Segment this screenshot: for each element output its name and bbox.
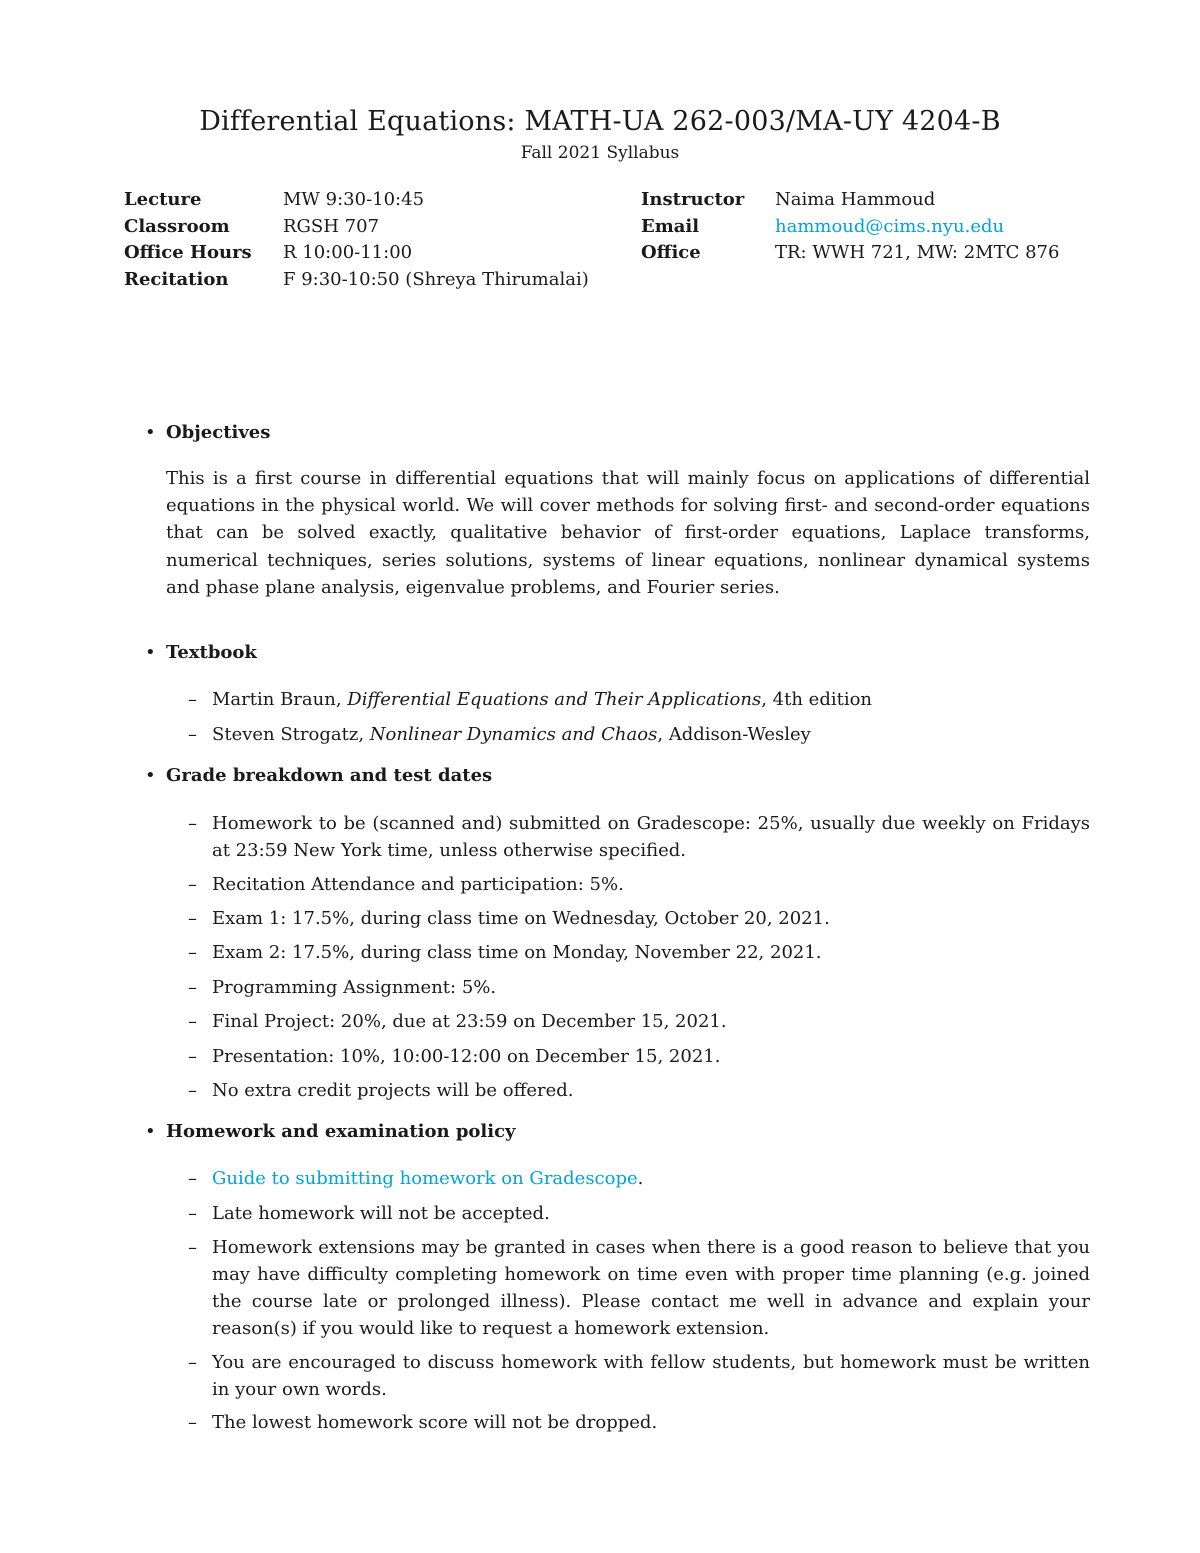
classroom-value: RGSH 707 <box>283 215 380 237</box>
dash-icon: – <box>188 1352 197 1373</box>
dash-icon: – <box>188 1080 197 1101</box>
objectives-paragraph: This is a first course in differential equations that will mainly focus on applications of differential equations in the physical world. We will cover methods for solving first- and second-order equations that can be solved exactly, qualitative behavior of first-order equations, Laplace transforms, numerical techniques, series solutions, systems of linear equations, nonlinear dynamical systems and phase plane analysis, eigenvalue problems, and Fourier series. <box>166 468 1090 598</box>
dash-icon: – <box>188 908 197 929</box>
dash-icon: – <box>188 1168 197 1189</box>
instructor-label: Instructor <box>641 189 745 210</box>
grade-item <box>188 871 1090 898</box>
grade-item <box>188 1008 1090 1035</box>
course-info-right <box>641 187 1059 267</box>
bullet-icon: • <box>145 422 156 443</box>
email-row <box>641 214 1059 241</box>
grade-item-text: Homework to be (scanned and) submitted on Gradescope: 25%, usually due weekly on Fridays at 23:59 New York time, unless otherwise specified. <box>212 813 1090 861</box>
policy-item <box>188 1234 1090 1342</box>
bullet-icon: • <box>145 765 156 786</box>
instructor-value: Naima Hammoud <box>775 189 936 210</box>
policy-item-text: You are encouraged to discuss homework with fellow students, but homework must be written in your own words. <box>212 1352 1090 1400</box>
grade-item-text: Programming Assignment: 5%. <box>212 977 497 998</box>
book2-author: Steven Strogatz, <box>212 724 370 745</box>
dash-icon: – <box>188 1237 197 1258</box>
page-title: Differential Equations: MATH-UA 262-003/MA-UY 4204-B <box>199 106 1001 137</box>
recitation-value: F 9:30-10:50 (Shreya Thirumalai) <box>283 268 589 290</box>
grade-item-text: Final Project: 20%, due at 23:59 on December 15, 2021. <box>212 1011 727 1032</box>
textbook-item-braun <box>188 686 1090 713</box>
book1-title: Differential Equations and Their Applications <box>347 689 762 710</box>
book1-rest: , 4th edition <box>761 689 873 710</box>
grade-item <box>188 1043 1090 1070</box>
textbook-item-strogatz <box>188 721 1090 748</box>
office-row <box>641 240 1059 267</box>
office-hours-row <box>124 240 589 267</box>
grade-item <box>188 1077 1090 1104</box>
gradescope-guide-link[interactable]: Guide to submitting homework on Gradescope <box>212 1168 638 1189</box>
grade-item <box>188 905 1090 932</box>
recitation-row <box>124 267 589 294</box>
lecture-label: Lecture <box>124 189 202 210</box>
grade-item <box>188 939 1090 966</box>
grade-item <box>188 974 1090 1001</box>
book1-author: Martin Braun, <box>212 689 348 710</box>
grade-item-text: Exam 2: 17.5%, during class time on Monday, November 22, 2021. <box>212 942 822 963</box>
email-link[interactable]: hammoud@cims.nyu.edu <box>775 215 1005 237</box>
lecture-row <box>124 187 589 214</box>
dash-icon: – <box>188 1203 197 1224</box>
recitation-label: Recitation <box>124 268 229 290</box>
objectives-heading-text: Objectives <box>166 422 271 443</box>
grade-item-text: Recitation Attendance and participation: 5%. <box>212 874 624 895</box>
policy-item <box>188 1200 1090 1227</box>
textbook-heading-text: Textbook <box>166 642 257 663</box>
policy-item-text: Late homework will not be accepted. <box>212 1203 550 1224</box>
dash-icon: – <box>188 724 197 745</box>
guide-period: . <box>637 1168 644 1189</box>
policy-item-text: Homework extensions may be granted in cases when there is a good reason to believe that you may have difficulty completing homework on time even with proper time planning (e.g. joined the course late or prolonged illness). Please contact me well in advance and explain your reason(s) if you would like to request a homework extension. <box>212 1237 1090 1339</box>
dash-icon: – <box>188 813 197 834</box>
office-label: Office <box>641 242 701 263</box>
dash-icon: – <box>188 1046 197 1067</box>
policy-item-text: The lowest homework score will not be dropped. <box>212 1412 658 1433</box>
dash-icon: – <box>188 1011 197 1032</box>
instructor-row <box>641 187 1059 214</box>
grades-heading <box>145 765 492 786</box>
email-label: Email <box>641 215 700 237</box>
objectives-heading <box>145 422 270 443</box>
page-subtitle: Fall 2021 Syllabus <box>520 143 680 163</box>
office-hours-value: R 10:00-11:00 <box>283 242 413 263</box>
bullet-icon: • <box>145 1121 156 1142</box>
textbook-heading <box>145 642 257 663</box>
policy-item <box>188 1349 1090 1403</box>
bullet-icon: • <box>145 642 156 663</box>
policy-heading <box>145 1121 516 1142</box>
grades-heading-text: Grade breakdown and test dates <box>166 765 493 786</box>
office-value: TR: WWH 721, MW: 2MTC 876 <box>775 242 1060 263</box>
grade-item <box>188 810 1090 864</box>
policy-item-guide <box>188 1165 1090 1192</box>
dash-icon: – <box>188 874 197 895</box>
dash-icon: – <box>188 1412 197 1433</box>
office-hours-label: Office Hours <box>124 242 252 263</box>
classroom-row <box>124 214 589 241</box>
course-info-left <box>124 187 589 293</box>
policy-heading-text: Homework and examination policy <box>166 1121 516 1142</box>
grade-item-text: Presentation: 10%, 10:00-12:00 on December 15, 2021. <box>212 1046 721 1067</box>
dash-icon: – <box>188 977 197 998</box>
dash-icon: – <box>188 689 197 710</box>
lecture-value: MW 9:30-10:45 <box>283 189 425 210</box>
book2-rest: , Addison-Wesley <box>657 724 811 745</box>
book2-title: Nonlinear Dynamics and Chaos <box>369 724 658 745</box>
grade-item-text: Exam 1: 17.5%, during class time on Wednesday, October 20, 2021. <box>212 908 830 929</box>
policy-item <box>188 1409 1090 1436</box>
grade-item-text: No extra credit projects will be offered. <box>212 1080 574 1101</box>
classroom-label: Classroom <box>124 215 230 237</box>
dash-icon: – <box>188 942 197 963</box>
